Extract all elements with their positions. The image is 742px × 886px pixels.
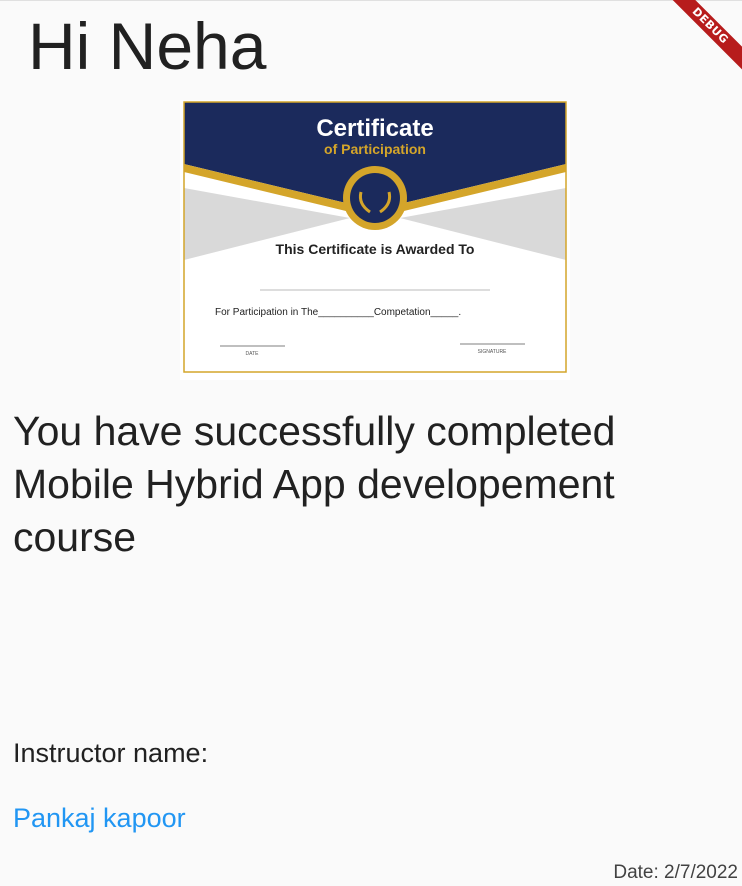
cert-participation-line: For Participation in The__________Competation_____. <box>215 307 462 318</box>
cert-title: Certificate <box>316 115 434 142</box>
debug-ribbon-label: DEBUG <box>662 0 742 80</box>
date-text: Date: 2/7/2022 <box>613 862 738 883</box>
greeting-title: Hi Neha <box>28 9 267 83</box>
cert-subtitle: of Participation <box>324 141 426 157</box>
instructor-name: Pankaj kapoor <box>13 803 186 833</box>
completion-message: You have successfully completed Mobile Hybrid App developement course <box>13 408 616 560</box>
instructor-label: Instructor name: <box>13 738 209 768</box>
cert-signature-caption: SIGNATURE <box>477 349 507 355</box>
cert-date-caption: DATE <box>245 351 259 357</box>
top-divider <box>0 0 742 1</box>
certificate-image <box>180 100 570 380</box>
cert-awarded-line: This Certificate is Awarded To <box>275 241 475 257</box>
debug-banner <box>662 0 742 80</box>
